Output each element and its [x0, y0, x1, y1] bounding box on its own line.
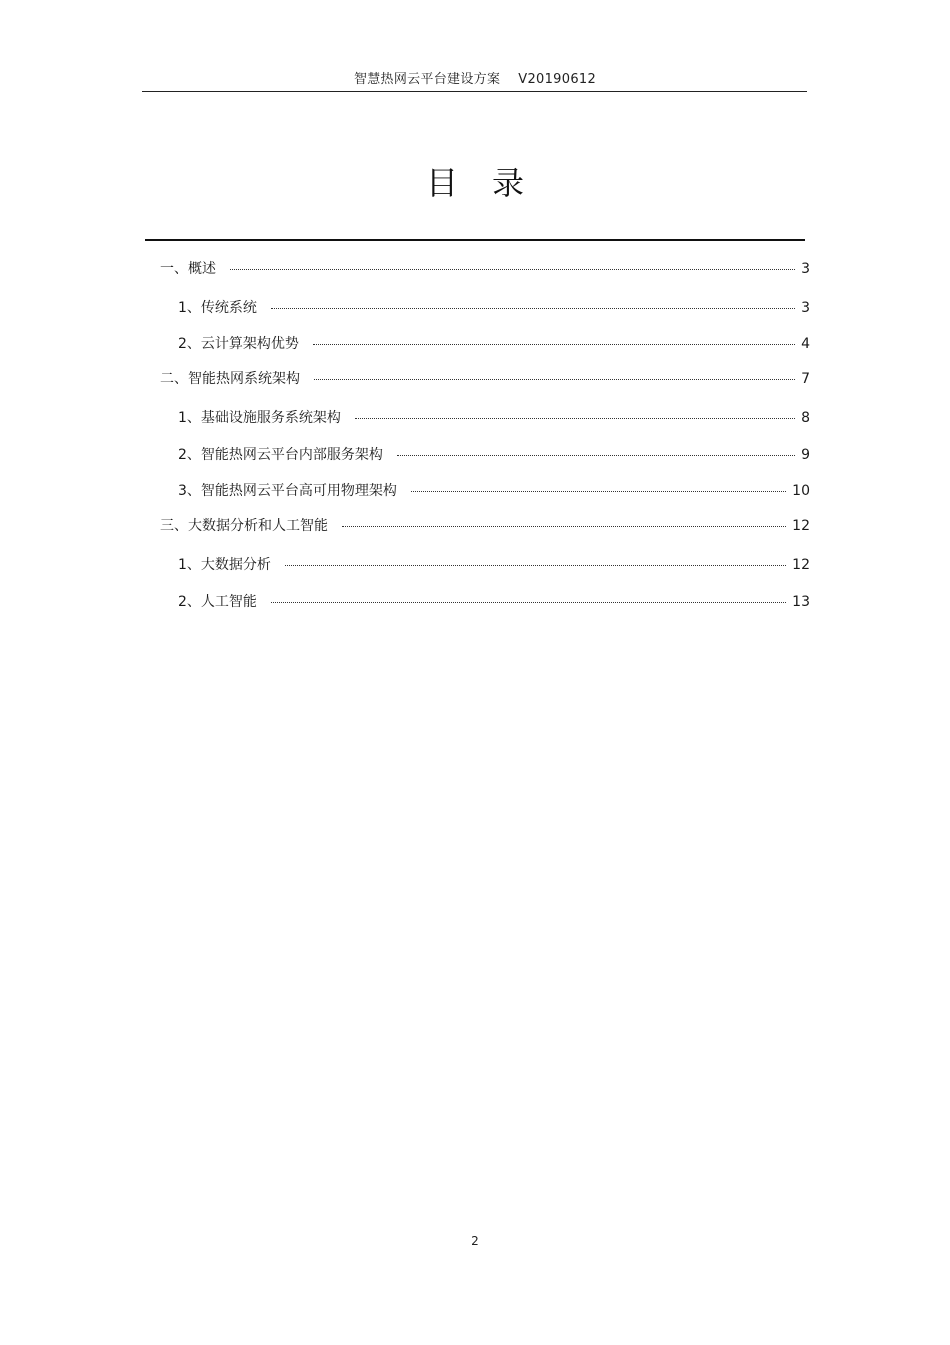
toc-dot-leader: [314, 379, 795, 380]
header-doc-title: 智慧热网云平台建设方案: [353, 72, 501, 87]
toc-entry-page: 12: [792, 557, 810, 573]
toc-entry-label: 三、大数据分析和人工智能: [160, 518, 328, 534]
toc-entry-label: 一、概述: [160, 261, 216, 277]
toc-entry-label: 1、大数据分析: [178, 557, 271, 573]
toc-entry-label: 1、传统系统: [178, 300, 257, 316]
toc-entry-page: 4: [801, 336, 810, 352]
toc-entry-label: 2、人工智能: [178, 594, 257, 610]
toc-entry-artificial-intelligence[interactable]: [178, 592, 810, 612]
toc-entry-label: 1、基础设施服务系统架构: [178, 410, 341, 426]
toc-entry-overview[interactable]: [160, 259, 810, 279]
toc-entry-page: 10: [792, 483, 810, 499]
toc-entry-bigdata-analysis[interactable]: [178, 555, 810, 575]
toc-entry-ha-physical-architecture[interactable]: [178, 481, 810, 501]
toc-dot-leader: [355, 418, 795, 419]
toc-entry-page: 13: [792, 594, 810, 610]
toc-entry-label: 2、智能热网云平台内部服务架构: [178, 447, 383, 463]
running-header: [0, 68, 950, 87]
page-title: 目录: [425, 164, 558, 202]
toc-dot-leader: [271, 308, 795, 309]
toc-entry-page: 3: [801, 261, 810, 277]
toc-entry-label: 2、云计算架构优势: [178, 336, 299, 352]
toc-entry-infrastructure-architecture[interactable]: [178, 408, 810, 428]
header-divider: [142, 91, 807, 92]
header-version: V20190612: [518, 72, 597, 87]
toc-entry-cloud-advantages[interactable]: [178, 334, 810, 354]
toc-entry-page: 3: [801, 300, 810, 316]
toc-entry-page: 7: [801, 371, 810, 387]
toc-entry-smart-heating-architecture[interactable]: [160, 369, 810, 389]
toc-dot-leader: [313, 344, 795, 345]
toc-dot-leader: [411, 491, 786, 492]
title-divider: [145, 239, 805, 241]
toc-entry-label: 3、智能热网云平台高可用物理架构: [178, 483, 397, 499]
toc-dot-leader: [271, 602, 786, 603]
toc-entry-internal-service-architecture[interactable]: [178, 445, 810, 465]
toc-dot-leader: [285, 565, 786, 566]
toc-dot-leader: [397, 455, 795, 456]
toc-entry-traditional-system[interactable]: [178, 298, 810, 318]
toc-entry-bigdata-ai[interactable]: [160, 516, 810, 536]
toc-entry-page: 9: [801, 447, 810, 463]
toc-entry-label: 二、智能热网系统架构: [160, 371, 300, 387]
page-number: 2: [471, 1234, 479, 1248]
toc-entry-page: 8: [801, 410, 810, 426]
toc-dot-leader: [230, 269, 795, 270]
toc-dot-leader: [342, 526, 786, 527]
toc-entry-page: 12: [792, 518, 810, 534]
